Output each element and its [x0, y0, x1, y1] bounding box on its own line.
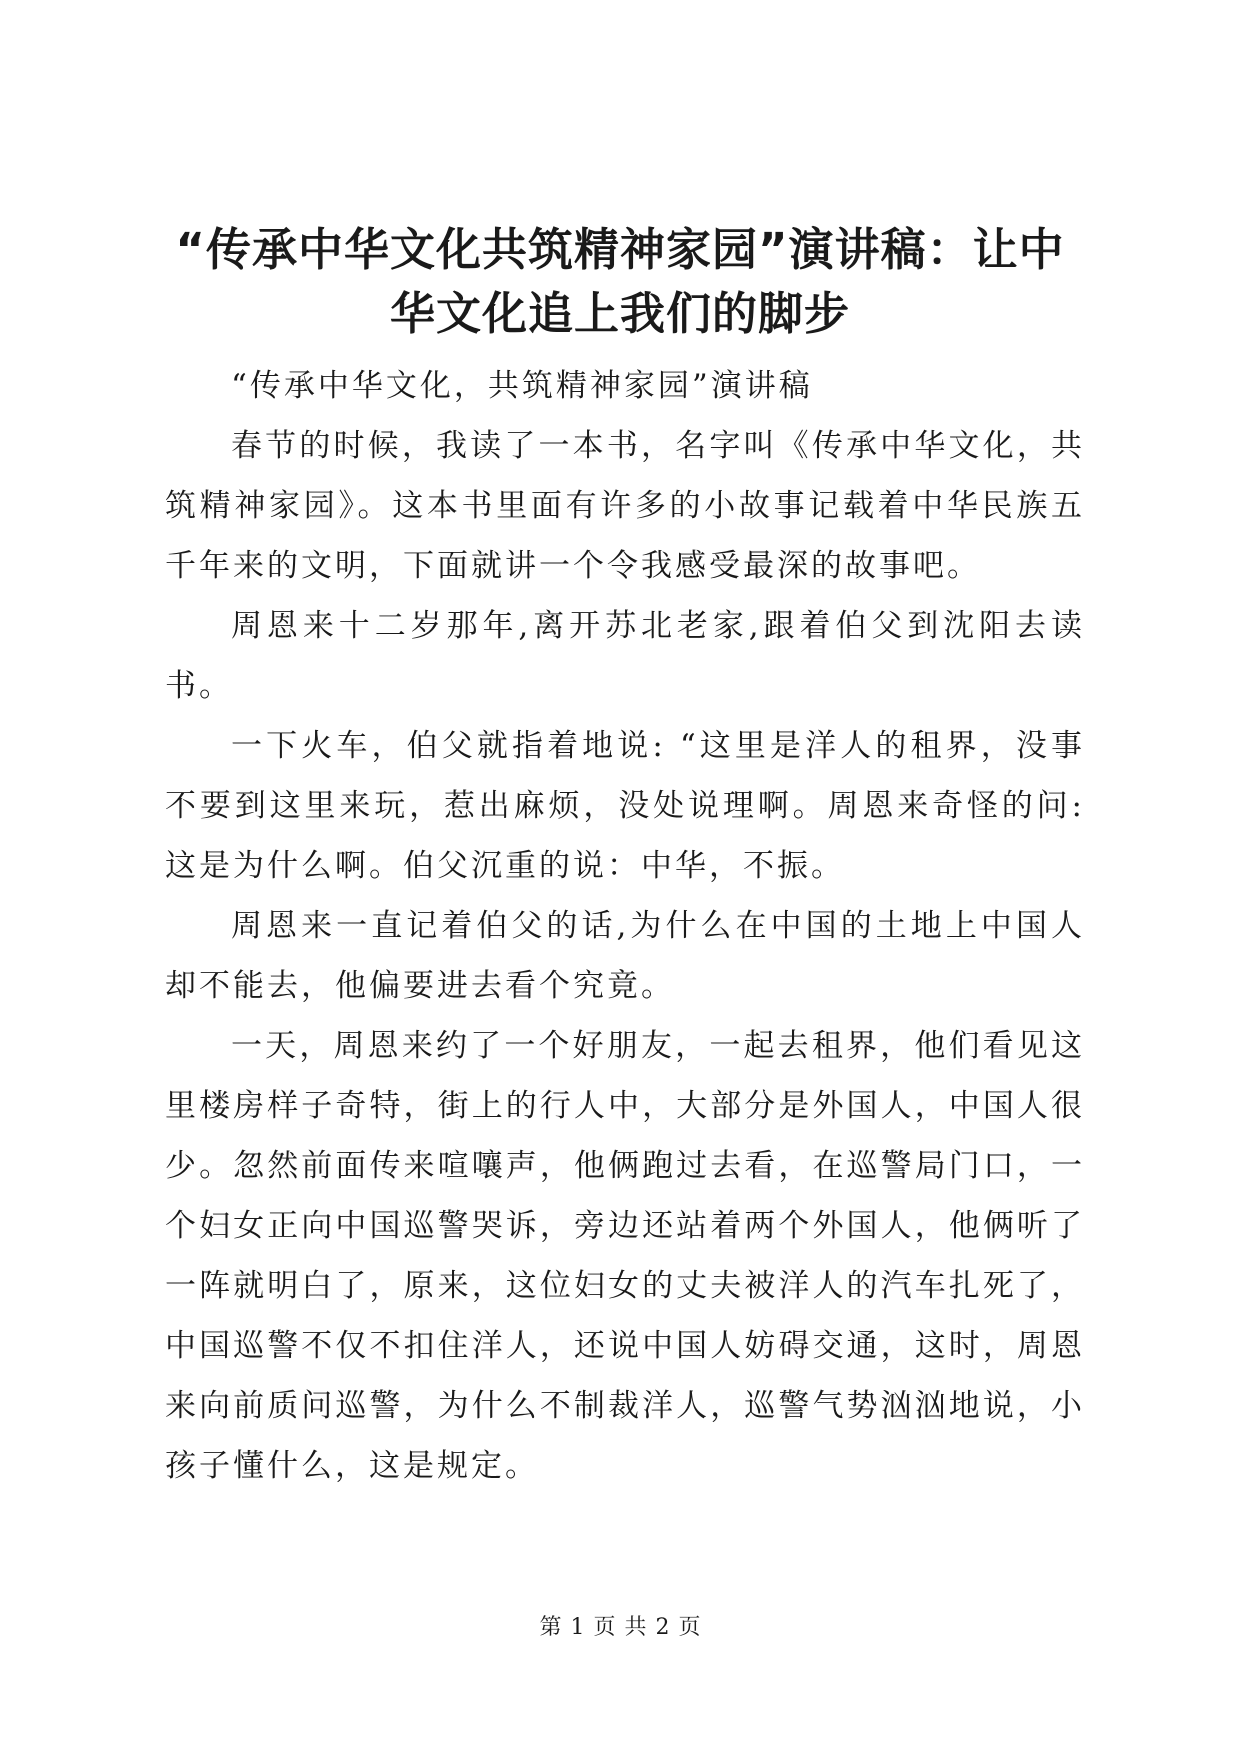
paragraph-3: 一下火车，伯父就指着地说: “这里是洋人的租界，没事不要到这里来玩，惹出麻烦，没处说理啊。周恩来奇怪的问: 这是为什么啊。伯父沉重的说：中华，不振。 — [165, 728, 1085, 884]
document-subtitle: “传承中华文化，共筑精神家园”演讲稿 — [231, 368, 813, 404]
paragraph-2: 周恩来十二岁那年,离开苏北老家,跟着伯父到沈阳去读书。 — [165, 608, 1085, 704]
paragraph-1: 春节的时候，我读了一本书，名字叫《传承中华文化，共筑精神家园》。这本书里面有许多的小故事记载着中华民族五千年来的文明，下面就讲一个令我感受最深的故事吧。 — [165, 428, 1085, 584]
paragraph-4: 周恩来一直记着伯父的话,为什么在中国的土地上中国人却不能去，他偏要进去看个究竟。 — [165, 908, 1085, 1004]
document-title: “传承中华文化共筑精神家园”演讲稿：让中华文化追上我们的脚步 — [175, 223, 1065, 340]
document-body — [165, 356, 1085, 1496]
paragraph-5: 一天，周恩来约了一个好朋友，一起去租界，他们看见这里楼房样子奇特，街上的行人中，大部分是外国人，中国人很少。忽然前面传来喧嚷声，他俩跑过去看，在巡警局门口，一个妇女正向中国巡警哭诉，旁边还站着两个外国人，他俩听了一阵就明白了，原来，这位妇女的丈夫被洋人的汽车扎死了，中国巡警不仅不扣住洋人，还说中国人妨碍交通，这时，周恩来向前质问巡警，为什么不制裁洋人，巡警气势汹汹地说，小孩子懂什么，这是规定。 — [165, 1028, 1085, 1484]
page-number-footer: 第 1 页 共 2 页 — [539, 1615, 702, 1640]
